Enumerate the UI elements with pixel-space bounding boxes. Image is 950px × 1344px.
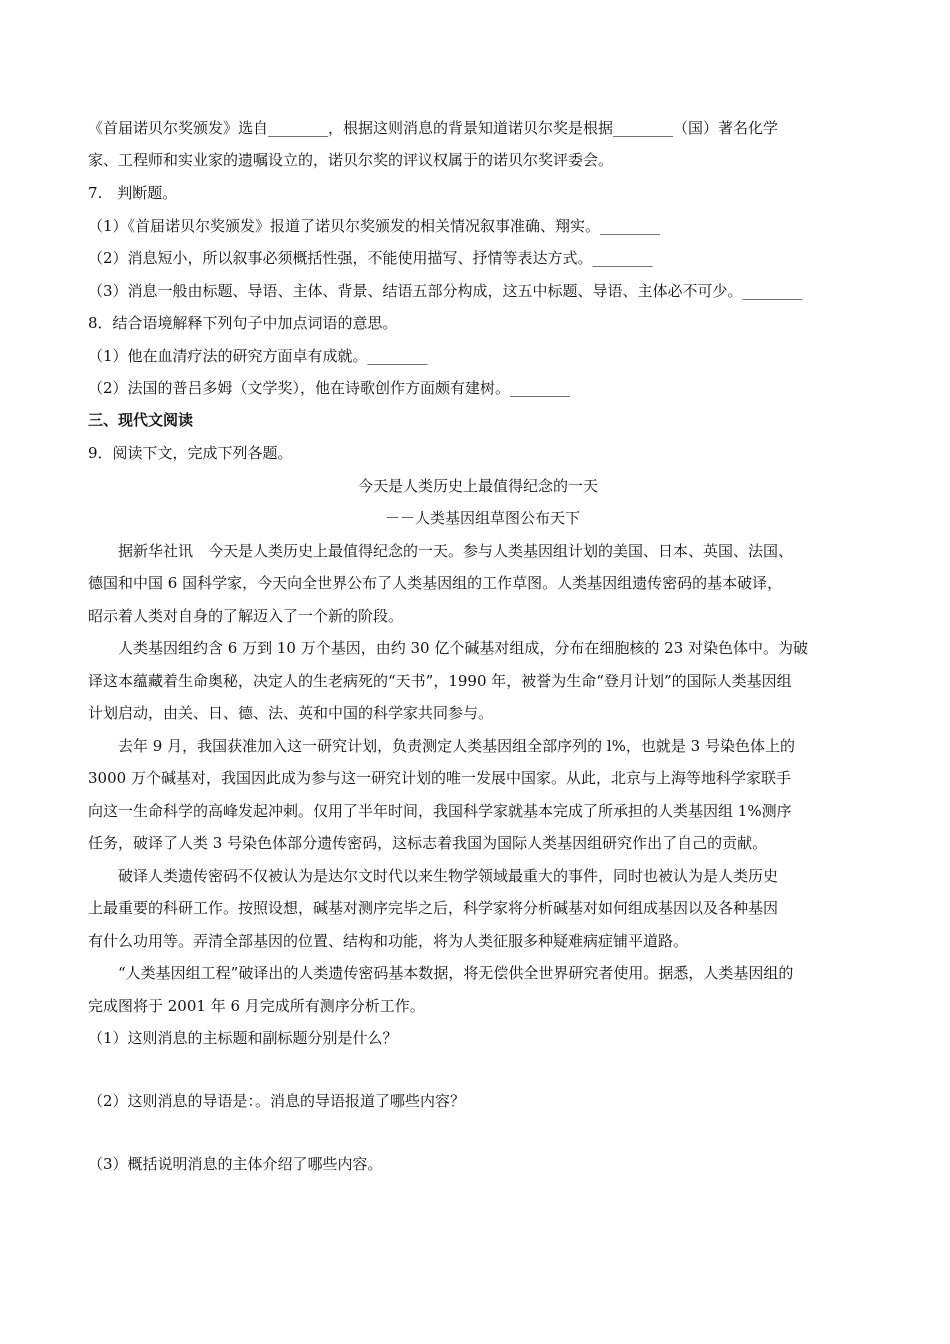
article-paragraph-line: 有什么功用等。弄清全部基因的位置、结构和功能，将为人类征服多种疑难病症铺平道路。 bbox=[88, 932, 689, 950]
article-paragraph-line: 译这本蕴藏着生命奥秘，决定人的生老病死的“天书”，1990 年，被誉为生命“登月计划”的国际人类基因组 bbox=[88, 672, 792, 690]
question-7-item-3: （3）消息一般由标题、导语、主体、背景、结语五部分构成，这五中标题、导语、主体必不可少。________ bbox=[88, 282, 803, 300]
article-paragraph-line: 据新华社讯 今天是人类历史上最值得纪念的一天。参与人类基因组计划的美国、日本、英国、法国、 bbox=[118, 542, 794, 560]
article-paragraph-line: 人类基因组约含 6 万到 10 万个基因，由约 30 亿个碱基对组成，分布在细胞核的 23 对染色体中。为破 bbox=[118, 639, 808, 657]
article-paragraph-line: 向这一生命科学的高峰发起冲刺。仅用了半年时间，我国科学家就基本完成了所承担的人类基因组 1%测序 bbox=[88, 802, 792, 820]
article-paragraph-line: “人类基因组工程”破译出的人类遗传密码基本数据，将无偿供全世界研究者使用。据悉，人类基因组的 bbox=[118, 964, 794, 982]
article-paragraph-line: 计划启动，由关、日、德、法、英和中国的科学家共同参与。 bbox=[88, 704, 494, 722]
question-7: 7. 判断题。 bbox=[88, 184, 178, 202]
article-paragraph-line: 3000 万个碱基对，我国因此成为参与这一研究计划的唯一发展中国家。从此，北京与上海等地科学家联手 bbox=[88, 769, 791, 787]
sub-question-2: （2）这则消息的导语是：。消息的导语报道了哪些内容？ bbox=[88, 1092, 466, 1110]
sub-question-1: （1）这则消息的主标题和副标题分别是什么？ bbox=[88, 1029, 398, 1047]
article-subtitle: －－人类基因组草图公布天下 bbox=[385, 509, 581, 527]
article-paragraph-line: 任务，破译了人类 3 号染色体部分遗传密码，这标志着我国为国际人类基因组研究作出了自己的贡献。 bbox=[88, 834, 768, 852]
question-9: 9．阅读下文，完成下列各题。 bbox=[88, 444, 293, 462]
question-8-item-2: （2）法国的普吕多姆（文学奖），他在诗歌创作方面颇有建树。________ bbox=[88, 379, 571, 397]
text-line: 家、工程师和实业家的遗嘱设立的，诺贝尔奖的评议权属于的诺贝尔奖评委会。 bbox=[88, 151, 614, 169]
article-title: 今天是人类历史上最值得纪念的一天 bbox=[357, 477, 598, 495]
question-7-item-1: （1）《首届诺贝尔奖颁发》报道了诺贝尔奖颁发的相关情况叙事准确、翔实。________ bbox=[88, 217, 661, 235]
question-8: 8．结合语境解释下列句子中加点词语的意思。 bbox=[88, 314, 398, 332]
article-paragraph-line: 完成图将于 2001 年 6 月完成所有测序分析工作。 bbox=[88, 997, 425, 1015]
sub-question-3: （3）概括说明消息的主体介绍了哪些内容。 bbox=[88, 1155, 383, 1173]
section-heading: 三、现代文阅读 bbox=[88, 411, 194, 429]
question-8-item-1: （1）他在血清疗法的研究方面卓有成就。________ bbox=[88, 347, 428, 365]
article-paragraph-line: 破译人类遗传密码不仅被认为是达尔文时代以来生物学领域最重大的事件，同时也被认为是人类历史 bbox=[118, 867, 779, 885]
text-line: 《首届诺贝尔奖颁发》选自________，根据这则消息的背景知道诺贝尔奖是根据________（国）著名化学 bbox=[88, 119, 779, 137]
article-paragraph-line: 上最重要的科研工作。按照设想，碱基对测序完毕之后，科学家将分析碱基对如何组成基因以及各种基因 bbox=[88, 899, 779, 917]
article-paragraph-line: 德国和中国 6 国科学家，今天向全世界公布了人类基因组的工作草图。人类基因组遗传密码的基本破译， bbox=[88, 574, 783, 592]
question-7-item-2: （2）消息短小，所以叙事必须概括性强，不能使用描写、抒情等表达方式。________ bbox=[88, 249, 653, 267]
article-paragraph-line: 昭示着人类对自身的了解迈入了一个新的阶段。 bbox=[88, 607, 404, 625]
article-paragraph-line: 去年 9 月，我国获准加入这一研究计划，负责测定人类基因组全部序列的 l%，也就是 3 号染色体上的 bbox=[118, 737, 795, 755]
